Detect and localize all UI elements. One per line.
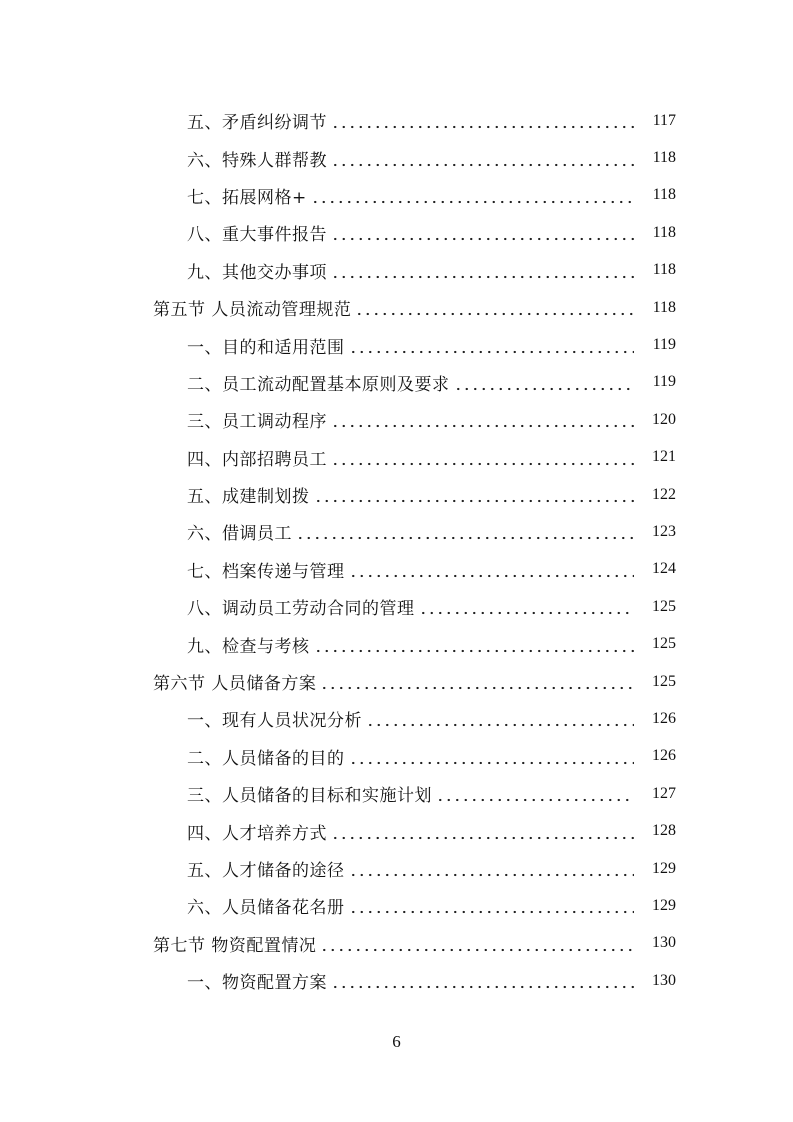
toc-entry-page: 124 [652,560,676,578]
toc-entry[interactable] [0,738,793,775]
toc-entry-title: 八、调动员工劳动合同的管理 [187,599,415,620]
toc-section-entry[interactable] [0,289,793,326]
toc-entry[interactable] [0,551,793,588]
toc-dot-leader [314,490,635,507]
toc-entry[interactable] [0,439,793,476]
toc-entry-page: 117 [652,111,676,129]
toc-dot-leader [320,939,634,956]
toc-dot-leader [331,827,634,844]
toc-entry-page: 129 [652,896,676,914]
toc-entry[interactable] [0,102,793,139]
toc-dot-leader [331,228,634,245]
toc-entry-title: 五、人才储备的途径 [187,861,345,881]
toc-entry-title: 第六节 人员储备方案 [153,674,317,695]
toc-entry-title: 第七节 物资配置情况 [153,935,317,956]
toc-entry-page: 125 [652,672,676,690]
toc-entry-title: 五、矛盾纠纷调节 [187,113,327,134]
toc-dot-leader [454,378,635,395]
toc-dot-leader [436,789,634,806]
toc-entry-title: 一、目的和适用范围 [187,337,345,358]
toc-entry-page: 121 [652,448,676,466]
toc-entry-page: 126 [652,747,676,765]
toc-entry[interactable] [0,364,793,401]
toc-entry[interactable] [0,476,793,513]
toc-entry[interactable] [0,401,793,438]
toc-entry-page: 127 [652,784,676,802]
toc-section-entry[interactable] [0,663,793,700]
toc-entry-title: 八、重大事件报告 [187,225,327,246]
toc-dot-leader [314,640,635,657]
toc-entry-title: 五、成建制划拨 [187,487,310,508]
toc-entry[interactable] [0,850,793,887]
toc-entry[interactable] [0,252,793,289]
toc-entry[interactable] [0,962,793,999]
toc-entry[interactable] [0,214,793,251]
toc-entry-title: 九、其他交办事项 [187,262,327,283]
toc-entry-title: 九、检查与考核 [187,636,310,657]
toc-entry-page: 118 [652,186,676,204]
toc-dot-leader [349,565,635,582]
toc-dot-leader [355,303,634,320]
toc-section-entry[interactable] [0,925,793,962]
toc-entry-title: 三、员工调动程序 [187,412,327,433]
toc-dot-leader [419,602,635,619]
toc-dot-leader [349,341,635,358]
toc-entry-title: 四、人才培养方式 [187,823,327,844]
toc-entry-title: 七、档案传递与管理 [187,561,345,582]
toc-dot-leader [331,154,634,171]
toc-entry-page: 123 [652,522,676,540]
toc-dot-leader [331,453,634,470]
toc-dot-leader [320,677,634,694]
toc-entry-page: 128 [652,822,676,840]
toc-entry-page: 119 [652,373,676,391]
toc-entry[interactable] [0,513,793,550]
toc-entry-page: 119 [652,336,676,354]
toc-entry-page: 122 [652,485,676,503]
toc-dot-leader [331,415,634,432]
toc-dot-leader [366,714,634,731]
toc-entry[interactable] [0,700,793,737]
toc-entry-title: 第五节 人员流动管理规范 [153,300,352,321]
toc-entry-title: 六、特殊人群帮教 [187,150,327,171]
toc-entry-page: 118 [652,149,676,167]
toc-entry-title: 三、人员储备的目标和实施计划 [187,786,432,807]
toc-entry[interactable] [0,177,793,214]
toc-dot-leader [349,864,635,881]
toc-entry-page: 130 [652,934,676,952]
toc-dot-leader [349,901,635,918]
toc-entry-page: 130 [652,971,676,989]
toc-entry-page: 125 [652,597,676,615]
toc-dot-leader [296,527,634,544]
toc-entry-page: 120 [652,410,676,428]
toc-entry-title: 二、人员储备的目的 [187,748,345,769]
toc-entry-page: 126 [652,709,676,727]
toc-entry-title: 一、物资配置方案 [187,973,327,994]
toc-entry-title: 二、员工流动配置基本原则及要求 [187,374,450,395]
toc-dot-leader [331,266,634,283]
toc-entry-title: 四、内部招聘员工 [187,449,327,470]
toc-entry-title: 六、人员储备花名册 [187,898,345,919]
toc-entry-title: 一、现有人员状况分析 [187,711,362,732]
toc-entry[interactable] [0,326,793,363]
toc-entry[interactable] [0,139,793,176]
toc-entry[interactable] [0,812,793,849]
toc-dot-leader [349,752,635,769]
toc-dot-leader [331,976,634,993]
toc-entry-page: 125 [652,635,676,653]
toc-entry-page: 118 [652,223,676,241]
toc-entry-page: 129 [652,859,676,877]
toc-entry-page: 118 [652,298,676,316]
table-of-contents [0,102,793,999]
toc-entry-title: 七、拓展网格+ [187,187,307,208]
toc-entry[interactable] [0,887,793,924]
toc-entry-title: 六、借调员工 [187,524,292,545]
toc-entry[interactable] [0,625,793,662]
toc-entry[interactable] [0,775,793,812]
toc-entry[interactable] [0,588,793,625]
toc-dot-leader [331,116,634,133]
page-number: 6 [392,1032,401,1051]
toc-entry-page: 118 [652,261,676,279]
toc-dot-leader [311,191,634,208]
